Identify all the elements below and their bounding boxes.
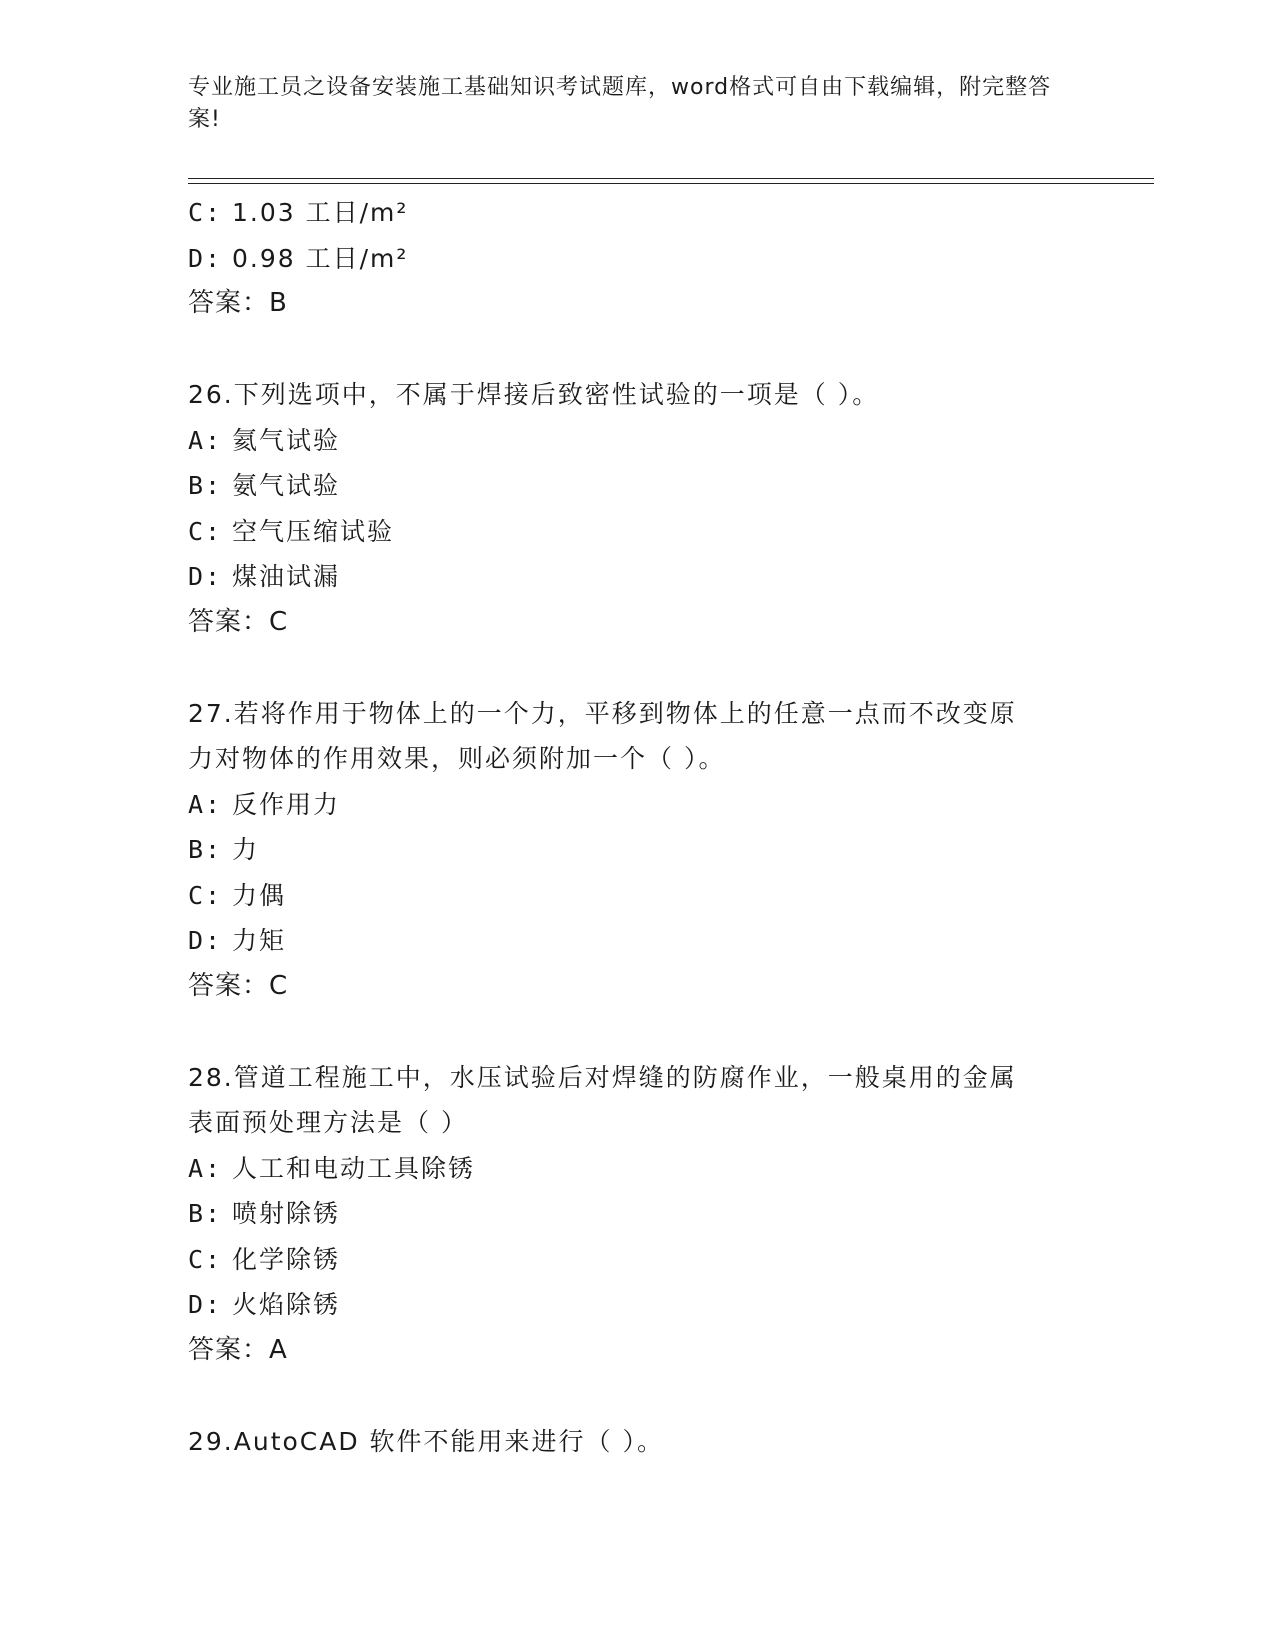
option-letter: A:	[188, 1153, 223, 1183]
option-a	[188, 782, 1088, 828]
option-text: 力矩	[232, 926, 287, 955]
option-c	[188, 1237, 1088, 1283]
option-text: 空气压缩试验	[232, 516, 395, 546]
question-stem: 29.AutoCAD 软件不能用来进行（ ）。	[188, 1426, 665, 1456]
question-stem-line-1: 27.若将作用于物体上的一个力，平移到物体上的任意一点而不改变原	[188, 698, 1017, 728]
option-letter: B:	[188, 1199, 223, 1228]
option-text: 火焰除锈	[232, 1290, 341, 1319]
option-letter: B:	[188, 471, 223, 500]
option-letter: A:	[188, 425, 223, 455]
option-letter: C:	[188, 880, 223, 910]
option-text: 1.03 工日/m²	[232, 198, 409, 227]
question-27	[188, 691, 1088, 1010]
question-25-partial	[188, 190, 1088, 327]
question-list	[188, 190, 1088, 1464]
option-text: 力偶	[232, 880, 287, 910]
header-divider-bottom	[188, 183, 1154, 184]
option-text: 氦气试验	[232, 425, 341, 455]
option-text: 0.98 工日/m²	[232, 243, 409, 273]
option-b	[188, 827, 1088, 873]
spacer	[188, 1009, 1088, 1055]
option-letter: B:	[188, 835, 223, 864]
question-29	[188, 1419, 1088, 1465]
option-letter: D:	[188, 562, 223, 591]
option-d	[188, 918, 1088, 964]
option-b	[188, 463, 1088, 509]
question-stem: 26.下列选项中，不属于焊接后致密性试验的一项是（ ）。	[188, 380, 880, 409]
option-text: 人工和电动工具除锈	[232, 1153, 476, 1183]
option-text: 煤油试漏	[232, 562, 341, 591]
answer-line: 答案：B	[188, 288, 288, 318]
spacer	[188, 645, 1088, 691]
option-c	[188, 190, 1088, 236]
spacer	[188, 327, 1088, 373]
option-letter: A:	[188, 789, 223, 819]
option-text: 反作用力	[232, 789, 341, 819]
option-b	[188, 1191, 1088, 1237]
option-letter: C:	[188, 516, 223, 546]
option-text: 喷射除锈	[232, 1199, 341, 1228]
option-letter: D:	[188, 926, 223, 955]
header-divider-top	[188, 178, 1154, 179]
option-d	[188, 1282, 1088, 1328]
option-a	[188, 1146, 1088, 1192]
document-header: 专业施工员之设备安装施工基础知识考试题库，word格式可自由下载编辑，附完整答案!	[188, 75, 1052, 132]
option-d	[188, 554, 1088, 600]
option-d	[188, 236, 1088, 282]
question-26	[188, 372, 1088, 645]
option-text: 氨气试验	[232, 471, 341, 500]
option-c	[188, 873, 1088, 919]
answer-line: 答案：C	[188, 970, 289, 1001]
spacer	[188, 1373, 1088, 1419]
answer-line: 答案：A	[188, 1334, 288, 1365]
question-28	[188, 1055, 1088, 1374]
question-stem-line-2: 表面预处理方法是（ ）	[188, 1108, 468, 1137]
option-c	[188, 509, 1088, 555]
option-letter: C:	[188, 198, 223, 227]
option-letter: D:	[188, 243, 223, 273]
question-stem-line-1: 28.管道工程施工中，水压试验后对焊缝的防腐作业，一般桌用的金属	[188, 1062, 1017, 1092]
option-letter: C:	[188, 1244, 223, 1274]
option-text: 化学除锈	[232, 1244, 341, 1274]
option-text: 力	[232, 835, 260, 864]
option-letter: D:	[188, 1290, 223, 1319]
question-stem-line-2: 力对物体的作用效果，则必须附加一个（ ）。	[188, 744, 726, 773]
option-a	[188, 418, 1088, 464]
answer-line: 答案：C	[188, 606, 289, 637]
